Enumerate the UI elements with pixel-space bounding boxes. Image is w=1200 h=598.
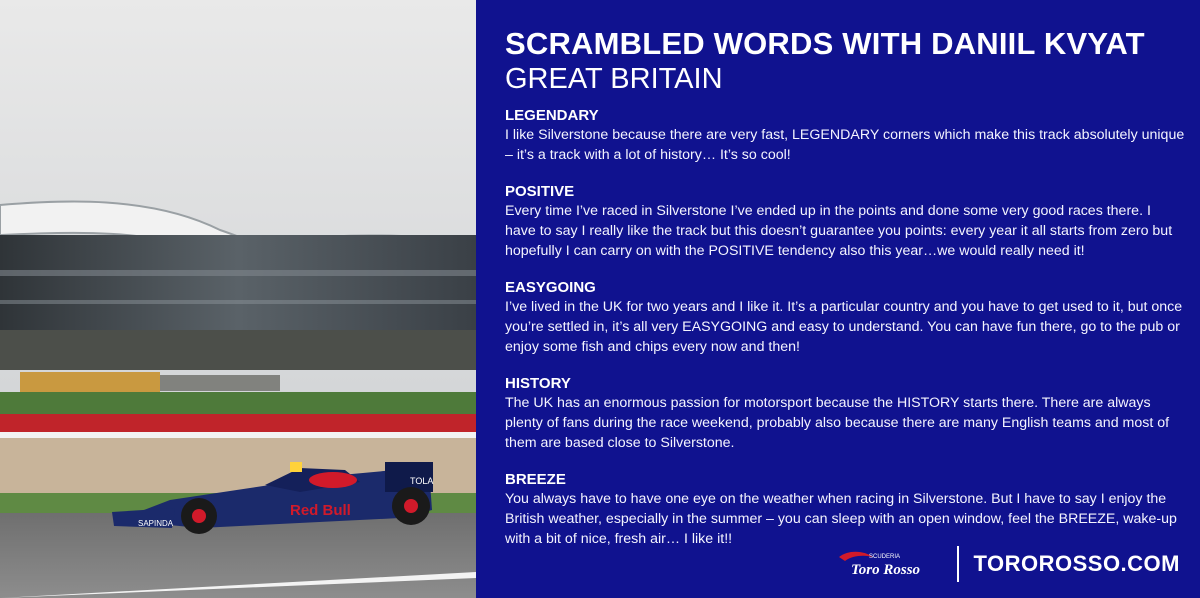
page-subtitle: GREAT BRITAIN — [505, 63, 723, 95]
section-text: I’ve lived in the UK for two years and I like it. It’s a particular country and you have to get used to it, but once you’re settled in, it’s all very EASYGOING and easy to understand. You can have fun there, go to the pub or enjoy some fish and chips every now and then! — [505, 299, 1183, 355]
section-legendary — [505, 107, 1185, 165]
section-breeze — [505, 471, 1185, 549]
section-heading: HISTORY — [505, 375, 571, 392]
section-text: The UK has an enormous passion for motorsport because the HISTORY starts there. There are always plenty of fans during the race weekend, probably also because there are many English teams and most of them are based close to Silverstone. — [505, 395, 1170, 451]
toro-rosso-logo — [829, 547, 947, 581]
page-title: SCRAMBLED WORDS WITH DANIIL KVYAT — [505, 26, 1145, 61]
section-heading: BREEZE — [505, 471, 566, 488]
footer-divider — [957, 546, 959, 582]
race-car-photo — [0, 0, 476, 598]
logo-wordmark: Toro Rosso — [851, 562, 921, 578]
car-engine-label: TOLA — [410, 476, 434, 486]
section-heading: EASYGOING — [505, 279, 596, 296]
hero-photo — [0, 0, 476, 598]
section-text: You always have to have one eye on the weather when racing in Silverstone. But I have to say I enjoy the British weather, especially in the summer – you can sleep with an open window, feel the BREEZE, wake-up with a bit of nice, fresh air… I like it!! — [505, 491, 1177, 547]
car-sponsor-text: Red Bull — [290, 502, 351, 519]
car-sponsor-small: SAPINDA — [138, 519, 174, 528]
logo-scuderia: SCUDERIA — [869, 554, 901, 560]
section-heading: POSITIVE — [505, 183, 575, 200]
section-easygoing — [505, 279, 1185, 357]
website-link[interactable]: TOROROSSO.COM — [973, 551, 1180, 576]
content-panel — [476, 0, 1200, 598]
section-text: Every time I’ve raced in Silverstone I’ve ended up in the points and done some very good races there. I have to say I really like the track but this doesn’t guarantee you points: every year it all starts from zero but hopefully I can carry on with the POSITIVE tendency also this year…we would really need it! — [505, 203, 1173, 259]
section-heading: LEGENDARY — [505, 107, 599, 124]
section-history — [505, 375, 1185, 453]
word-sections — [505, 107, 1185, 567]
footer — [829, 544, 1180, 584]
bull-icon — [839, 552, 873, 561]
section-positive — [505, 183, 1185, 261]
section-text: I like Silverstone because there are very fast, LEGENDARY corners which make this track absolutely unique – it’s a track with a lot of history… It’s so cool! — [505, 127, 1185, 163]
